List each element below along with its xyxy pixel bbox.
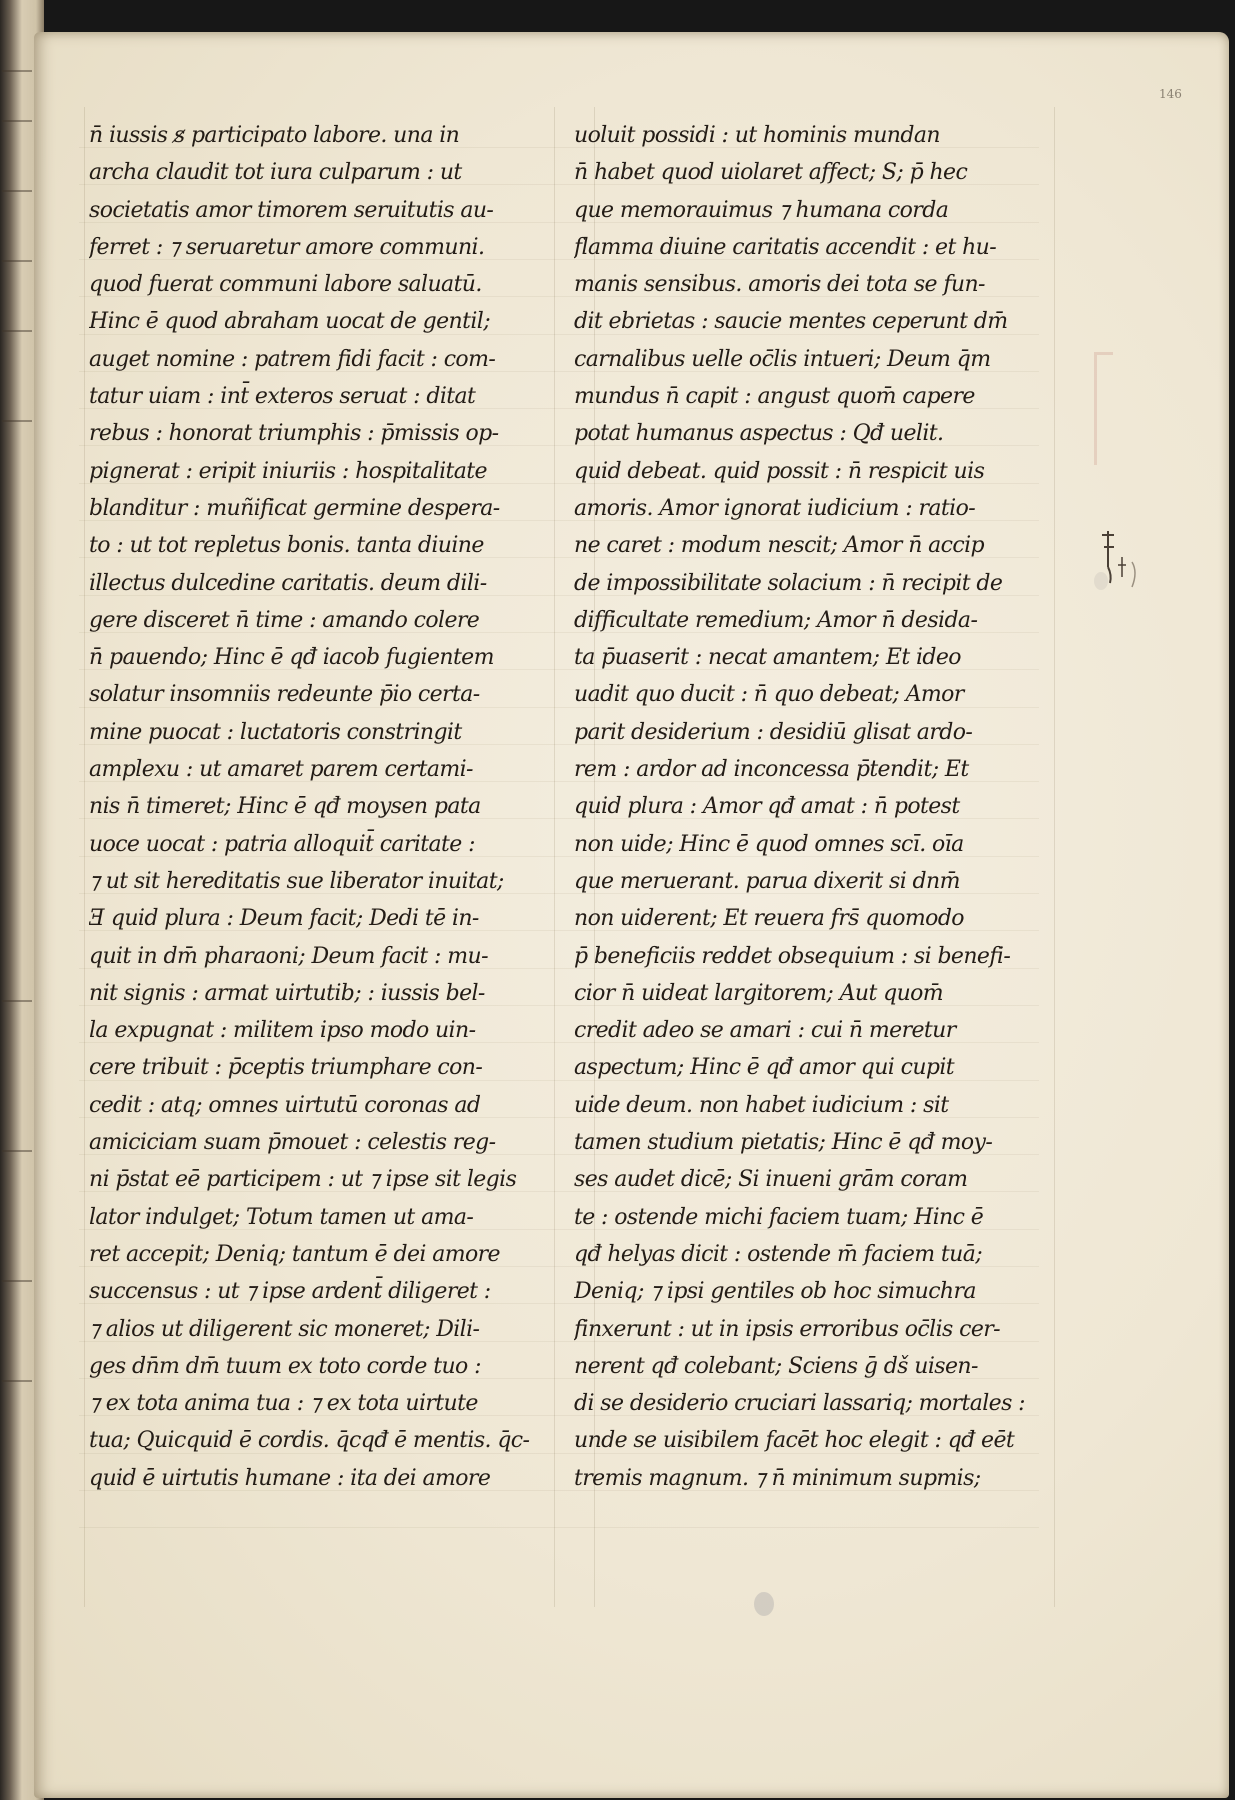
manuscript-line: ta p̄uaserit : necat amantem; Et ideo [574,645,961,671]
parchment-stain [1094,572,1108,590]
manuscript-line: nis n̄ timeret; Hinc ē qđ moysen pata [89,794,481,820]
manuscript-line: nit signis : armat uirtutib; : iussis bel- [89,980,485,1006]
manuscript-line: quod fuerat communi labore saluatū. [89,272,482,298]
manuscript-line: pignerat : eripit iniuriis : hospitalitate [89,458,487,484]
manuscript-line: non uiderent; Et reuera frs̄ quomodo [574,906,964,932]
manuscript-line: finxerunt : ut in ipsis erroribus oc̄lis cer- [574,1316,1000,1342]
manuscript-line: quid debeat. quid possit : n̄ respicit uis [574,458,985,484]
manuscript-line: solatur insomniis redeunte p̄io certa- [89,682,480,708]
manuscript-line: illectus dulcedine caritatis. deum dili- [89,570,487,596]
manuscript-line: cedit : atq; omnes uirtutū coronas ad [89,1092,481,1118]
ruling-line [79,1527,1039,1528]
manuscript-line: mine puocat : luctatoris constringit [89,719,462,745]
manuscript-line: ne caret : modum nescit; Amor n̄ accip [574,533,985,559]
manuscript-line: quid ē uirtutis humane : ita dei amore [89,1465,491,1491]
folio-number: 146 [1159,87,1182,101]
manuscript-line: unde se uisibilem facēt hoc elegit : qđ eēt [574,1428,1015,1454]
manuscript-line: uoluit possidi : ut hominis mundan [574,123,940,148]
manuscript-line: que meruerant. parua dixerit si dnm̄ [574,868,960,894]
manuscript-line: la expugnat : militem ipso modo uin- [89,1018,476,1044]
manuscript-line: ret accepit; Deniq; tantum ē dei amore [89,1241,500,1267]
manuscript-line: ses audet dicē; Si inueni grām coram [574,1167,968,1193]
manuscript-line: Ǝ quid plura : Deum facit; Dedi tē in- [89,906,479,932]
manuscript-line: Hinc ē quod abraham uocat de gentil; [89,309,491,335]
ruling-line [84,107,85,1607]
manuscript-line: carnalibus uelle oc̄lis intueri; Deum q̄m [574,346,991,372]
manuscript-line: tua; Quicquid ē cordis. q̄cqđ ē mentis. q̄c- [89,1428,530,1454]
manuscript-line: archa claudit tot iura culparum : ut [89,160,462,186]
manuscript-line: quid plura : Amor qđ amat : n̄ potest [574,794,960,820]
manuscript-line: blanditur : muñificat germine despera- [89,495,500,521]
manuscript-folio [34,32,1229,1798]
manuscript-line: amoris. Amor ignorat iudicium : ratio- [574,495,976,521]
manuscript-line: ni p̄stat eē participem : ut ⁊ ipse sit legis [89,1167,517,1193]
manuscript-line: ferret : ⁊ seruaretur amore communi. [89,234,485,260]
ruling-line [1054,107,1055,1607]
manuscript-line: tatur uiam : int̄ exteros seruat : ditat [89,384,476,410]
manuscript-line: que memorauimus ⁊ humana corda [574,197,949,223]
faded-red-marginal-mark [1094,352,1113,465]
manuscript-line: dit ebrietas : saucie mentes ceperunt dm̄ [574,309,1008,335]
parchment-stain [754,1592,774,1616]
manuscript-line: quit in dm̄ pharaoni; Deum facit : mu- [89,943,488,969]
manuscript-line: n̄ habet quod uiolaret affect; S; p̄ hec [574,160,968,186]
manuscript-line: te : ostende michi faciem tuam; Hinc ē [574,1204,984,1230]
manuscript-line: parit desiderium : desidiū glisat ardo- [574,719,973,745]
manuscript-line: potat humanus aspectus : Qđ uelit. [574,421,944,447]
manuscript-line: lator indulget; Totum tamen ut ama- [89,1204,474,1230]
manuscript-line: flamma diuine caritatis accendit : et hu- [574,234,997,260]
manuscript-line: rebus : honorat triumphis : p̄missis op- [89,421,499,447]
manuscript-line: rem : ardor ad inconcessa p̄tendit; Et [574,757,969,783]
manuscript-line: amiciciam suam p̄mouet : celestis reg- [89,1130,496,1156]
manuscript-line: succensus : ut ⁊ ipse ardent̄ diligeret : [89,1279,491,1305]
manuscript-line: Deniq; ⁊ ipsi gentiles ob hoc simuchra [574,1279,976,1305]
manuscript-line: tamen studium pietatis; Hinc ē qđ moy- [574,1130,993,1156]
manuscript-line: to : ut tot repletus bonis. tanta diuine [89,533,484,559]
manuscript-line: p̄ beneficiis reddet obsequium : si benefi- [574,943,1011,969]
ruling-line [554,107,555,1607]
manuscript-line: credit adeo se amari : cui n̄ meretur [574,1018,956,1044]
manuscript-line: ges dn̄m dm̄ tuum ex toto corde tuo : [89,1353,481,1379]
manuscript-line: manis sensibus. amoris dei tota se fun- [574,272,985,298]
manuscript-line: societatis amor timorem seruitutis au- [89,197,494,223]
manuscript-line: non uide; Hinc ē quod omnes scī. oīa [574,831,964,857]
manuscript-line: auget nomine : patrem fidi facit : com- [89,346,496,372]
manuscript-line: n̄ pauendo; Hinc ē qđ iacob fugientem [89,645,494,671]
manuscript-line: cere tribuit : p̄ceptis triumphare con- [89,1055,483,1081]
manuscript-line: aspectum; Hinc ē qđ amor qui cupit [574,1055,955,1081]
manuscript-line: mundus n̄ capit : angust quom̄ capere [574,384,975,410]
manuscript-line: n̄ iussis s̷ participato labore. una in [89,123,460,148]
manuscript-line: ⁊ ut sit hereditatis sue liberator inuitat; [89,868,504,894]
text-column-right [574,117,1034,1497]
manuscript-line: de impossibilitate solacium : n̄ recipit de [574,570,1003,596]
manuscript-line: uoce uocat : patria alloquit̄ caritate : [89,831,475,857]
manuscript-line: qđ helyas dicit : ostende m̄ faciem tuā; [574,1241,983,1267]
manuscript-line: gere disceret n̄ time : amando colere [89,607,480,633]
text-column-left [89,117,549,1497]
manuscript-line: difficultate remedium; Amor n̄ desida- [574,607,978,633]
manuscript-line: nerent qđ colebant; Sciens ḡ dš uisen- [574,1353,978,1379]
manuscript-line: ⁊ ex tota anima tua : ⁊ ex tota uirtute [89,1391,478,1417]
manuscript-line: tremis magnum. ⁊ n̄ minimum supmis; [574,1465,981,1491]
manuscript-line: uide deum. non habet iudicium : sit [574,1092,949,1118]
manuscript-line: di se desiderio cruciari lassariq; mortales : [574,1391,1025,1417]
manuscript-line: amplexu : ut amaret parem certami- [89,757,473,783]
manuscript-line: cior n̄ uideat largitorem; Aut quom̄ [574,980,944,1006]
manuscript-line: uadit quo ducit : n̄ quo debeat; Amor [574,682,964,708]
manuscript-line: ⁊ alios ut diligerent sic moneret; Dili- [89,1316,480,1342]
